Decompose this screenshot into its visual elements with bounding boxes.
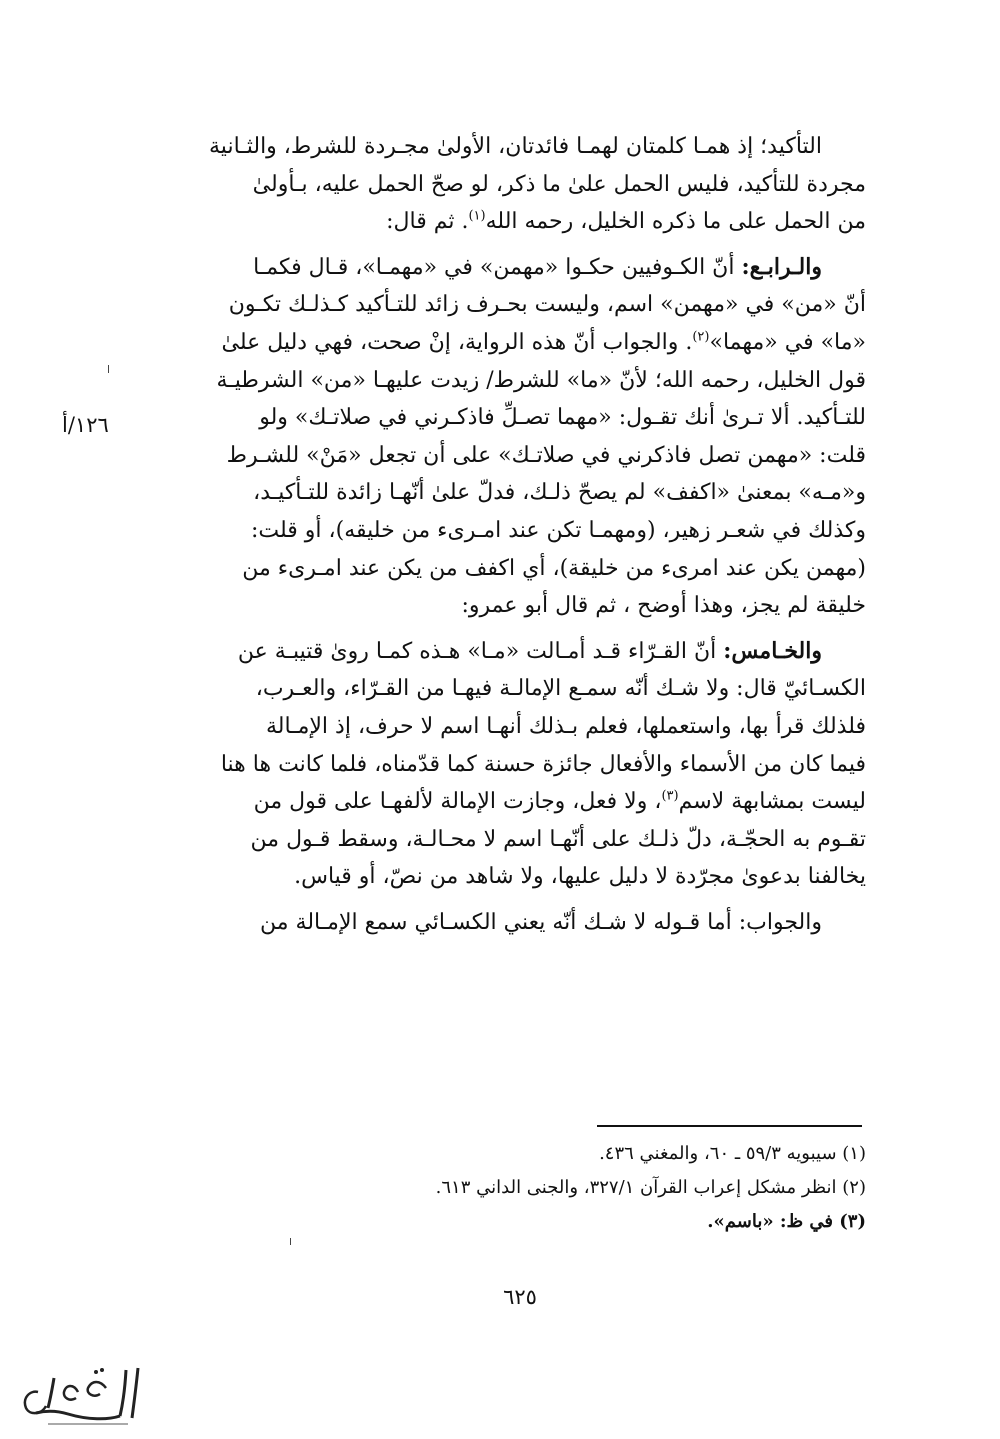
text-line: والجواب: أما قـوله لا شـك أنّه يعني الكسـائي سمع الإمـالة من (260, 909, 822, 935)
text-line: أنّ «من» في «مهمن» اسم، وليست بحـرف زائد للتـأكيد كـذلـك تكـون (228, 292, 866, 318)
footnote-ref: (١) (468, 208, 486, 224)
paragraph (156, 633, 866, 896)
footnote-1: (١) سيبويه ٥٩/٣ ـ ٦٠، والمغني ٤٣٦. (599, 1143, 866, 1164)
text-line: التأكيد؛ إذ همـا كلمتان لهمـا فائدتان، الأولىٰ مجـردة للشرط، والثـانية (209, 134, 822, 159)
text-line: مجردة للتأكيد، فليس الحمل علىٰ ما ذكر، لو صحّ الحمل عليه، بـأولىٰ (252, 171, 866, 197)
scan-mark (108, 365, 109, 373)
text-line: (مهمن يكن عند امرىء من خليقة)، أي اكفف من يكن عند امـرىء من (242, 555, 866, 581)
text-line: وكذلك في شعـر زهير، (ومهمـا تكن عند امـرىء من خليقه)، أو قلت: (251, 517, 866, 543)
footnote-ref: (٢) (692, 329, 710, 345)
text-line: فيما كان من الأسماء والأفعال جائزة حسنة كما قدّمناه، فلما كانت ها هنا (220, 751, 866, 777)
folio-margin-note: ١٢٦/أ (62, 413, 109, 437)
text-line: للتـأكيد. ألا تـرىٰ أنك تقـول: «مهما تصـلِّ فاذكـرني في صلاتـك» ولو (259, 405, 866, 431)
paragraph (156, 904, 866, 942)
footnote-3: (٣) في ظ: «باسم». (707, 1211, 866, 1232)
main-text (156, 128, 866, 949)
scan-mark (290, 1238, 291, 1245)
footnotes (166, 1137, 866, 1239)
text-line: فلذلك قرأ بها، واستعملها، فعلم بـذلك أنهـا اسم لا حرف، إذ الإمـالة (265, 713, 866, 739)
text-line: من الحمل على ما ذكره الخليل، رحمه الله$^{(١)}$. ثم قال: (386, 208, 866, 235)
text-line: والـرابـع: أنّ الكـوفيين حكـوا «مهمن» في «مهمـا»، قـال فكمـا (253, 253, 822, 280)
text-line: تقـوم به الحجّـة، دلّ ذلـك على أنّهـا اسم لا محـالـة، وسقط قـول من (250, 826, 866, 852)
footnote-ref: (٣) (661, 788, 679, 804)
paragraph-lead: والـرابـع: (741, 253, 822, 280)
text-line: والخـامس: أنّ القـرّاء قـد أمـالت «مـا» هـذه كمـا روىٰ قتيبـة عن (237, 637, 822, 664)
text-line: قول الخليل، رحمه الله؛ لأنّ «ما» للشرط/ زيدت عليهـا «من» الشرطيـة (216, 367, 866, 393)
paragraph (156, 128, 866, 241)
footnote-separator (597, 1125, 862, 1127)
paragraph (156, 249, 866, 625)
page-number: ٦٢٥ (503, 1285, 537, 1309)
paragraph-lead: والخـامس: (723, 637, 822, 664)
text-line: ليست بمشابهة لاسم$^{(٣)}$، ولا فعل، وجازت الإمالة لألفهـا على قول من (253, 788, 866, 815)
text-line: الكسـائيّ قال: ولا شـك أنّه سمـع الإمالـة فيهـا من القـرّاء، والعـرب، (255, 676, 866, 702)
text-line: خليقة لم يجز، وهذا أوضح ، ثم قال أبو عمرو: (461, 593, 866, 619)
text-line: قلت: «مهمن تصل فاذكرني في صلاتـك» على أن تجعل «مَنْ» للشـرط (226, 442, 866, 468)
text-line: «ما» في «مهما»$^{(٢)}$. والجواب أنّ هذه الرواية، إنْ صحت، فهي دليل علىٰ (221, 329, 866, 355)
footnote-2: (٢) انظر مشكل إعراب القرآن ٣٢٧/١، والجنى الداني ٦١٣. (435, 1177, 866, 1198)
text-line: و«مـه» بمعنىٰ «اكفف» لم يصحّ ذلـك، فدلّ علىٰ أنّهـا زائدة للتـأكيـد، (253, 480, 866, 506)
publisher-logo (8, 1358, 158, 1430)
text-line: يخالفنا بدعوىٰ مجرّدة لا دليل عليها، ولا شاهد من نصّ، أو قياس. (294, 864, 866, 890)
